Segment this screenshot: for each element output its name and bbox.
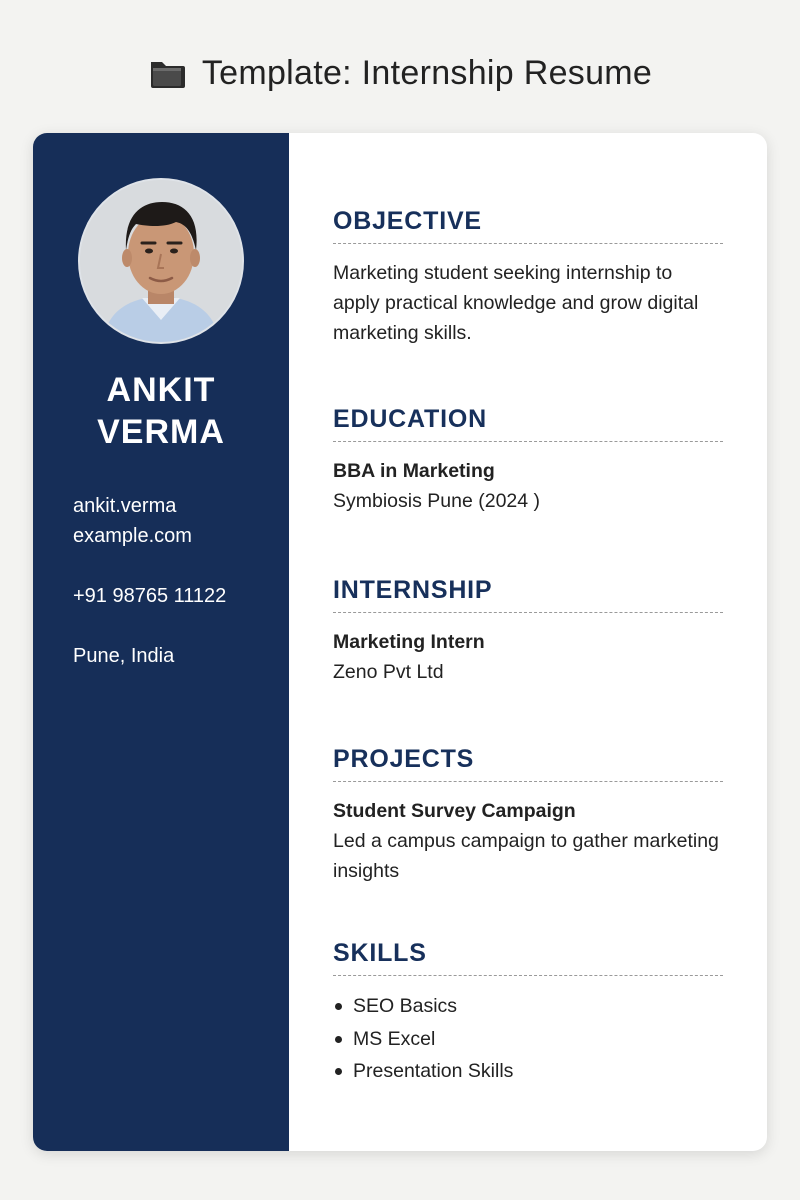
internship-company: Zeno Pvt Ltd <box>333 661 444 683</box>
avatar <box>78 178 244 344</box>
skill-label: SEO Basics <box>353 995 458 1017</box>
bullet-icon <box>335 1068 342 1075</box>
email-line-2: example.com <box>73 525 192 547</box>
objective-section <box>333 206 723 348</box>
resume-card <box>33 133 767 1151</box>
skill-label: Presentation Skills <box>353 1060 514 1082</box>
projects-heading: PROJECTS <box>333 744 723 782</box>
skill-item <box>333 1055 723 1088</box>
skills-heading: SKILLS <box>333 938 723 976</box>
objective-heading: OBJECTIVE <box>333 206 723 244</box>
skill-label: MS Excel <box>353 1027 436 1050</box>
candidate-name <box>33 369 289 453</box>
page-header <box>0 48 800 98</box>
email-line-1: ankit.verma <box>73 495 177 517</box>
skill-item <box>333 990 723 1023</box>
phone: +91 98765 11122 <box>73 585 227 607</box>
name-line-1: ANKIT <box>106 371 216 409</box>
skills-list <box>333 990 723 1088</box>
skill-item <box>333 1023 723 1056</box>
bullet-icon <box>335 1003 342 1010</box>
project-title: Student Survey Campaign <box>333 800 576 822</box>
skills-section <box>333 938 723 1088</box>
education-section <box>333 404 723 516</box>
email <box>73 491 273 551</box>
education-heading: EDUCATION <box>333 404 723 442</box>
internship-heading: INTERNSHIP <box>333 575 723 613</box>
projects-section <box>333 744 723 886</box>
folder-icon <box>148 56 186 90</box>
internship-role: Marketing Intern <box>333 631 485 653</box>
page-title: Template: Internship Resume <box>201 53 653 92</box>
location: Pune, India <box>73 645 175 667</box>
internship-section <box>333 575 723 687</box>
education-school: Symbiosis Pune (2024 ) <box>333 490 541 512</box>
education-degree: BBA in Marketing <box>333 460 495 482</box>
bullet-icon <box>335 1036 342 1043</box>
project-description: Led a campus campaign to gather marketing insights <box>333 830 719 882</box>
objective-text: Marketing student seeking internship to apply practical knowledge and grow digital marketing skills. <box>333 262 699 344</box>
name-line-2: VERMA <box>97 413 225 451</box>
resume-sidebar <box>33 133 289 1151</box>
